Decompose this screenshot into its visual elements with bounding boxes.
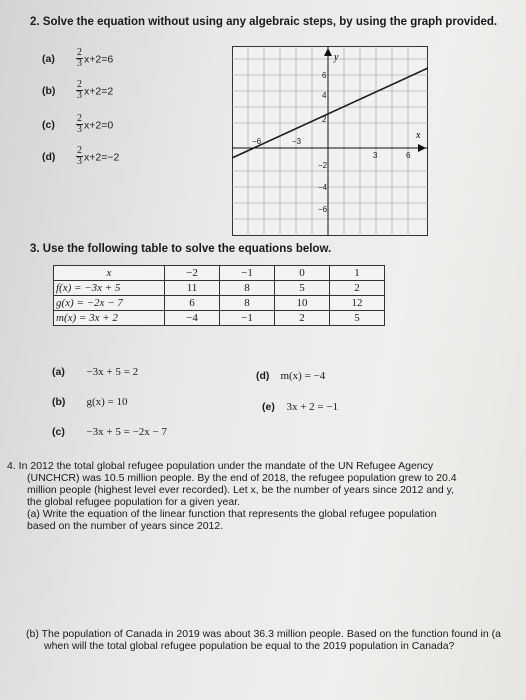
- q3-part-b: [52, 392, 127, 410]
- fraction: $\frac{2}{3}$: [77, 79, 82, 101]
- q2-part-c: [42, 114, 113, 135]
- q4-part-b: [26, 628, 501, 652]
- q3-part-b-label: (b): [52, 396, 66, 408]
- q4-part-b-line: (b) The population of Canada in 2019 was about 36.3 million people. Based on the function found in (a: [26, 628, 501, 640]
- table-cell: m(x) = 3x + 2: [54, 311, 165, 326]
- q4-paragraph: [7, 460, 457, 532]
- table-header-row: [54, 266, 385, 281]
- q3-part-d: [256, 366, 325, 384]
- q4-line: million people (highest level ever recorded). Let x, be the number of years since 2012 and y,: [27, 484, 455, 496]
- x-tick: −6: [252, 137, 262, 146]
- table-cell: 11: [165, 281, 220, 296]
- table-cell: 6: [165, 296, 220, 311]
- table-row: [54, 281, 385, 296]
- q4-part-a-line: (a) Write the equation of the linear function that represents the global refugee population: [27, 508, 437, 520]
- table-row: [54, 311, 385, 326]
- q3-part-a: [52, 362, 138, 380]
- y-tick: −6: [318, 205, 328, 214]
- table-header-cell: −1: [220, 266, 275, 281]
- table-cell: 12: [330, 296, 385, 311]
- q2-part-d: [42, 146, 119, 167]
- q3-title: 3. Use the following table to solve the equations below.: [30, 243, 332, 255]
- table-header-cell: 0: [275, 266, 330, 281]
- q4-line: 4. In 2012 the total global refugee population under the mandate of the UN Refugee Agency: [7, 460, 434, 472]
- q2-title: 2. Solve the equation without using any algebraic steps, by using the graph provided.: [30, 16, 498, 28]
- table-row: [54, 296, 385, 311]
- table-header-cell: −2: [165, 266, 220, 281]
- q3-part-a-label: (a): [52, 366, 65, 378]
- y-tick: −4: [318, 183, 328, 192]
- y-tick: −2: [318, 161, 328, 170]
- q3-part-c: [52, 422, 167, 440]
- q3-part-c-text: −3x + 5 = −2x − 7: [86, 426, 167, 438]
- x-tick: −3: [292, 137, 302, 146]
- y-tick: 4: [322, 91, 327, 100]
- q4-line: the global refugee population for a given year.: [27, 496, 241, 508]
- q2-graph: [232, 46, 428, 236]
- table-cell: −1: [220, 311, 275, 326]
- values-table: [53, 265, 385, 326]
- q3-part-e: [262, 397, 338, 415]
- table-cell: −4: [165, 311, 220, 326]
- table-cell: f(x) = −3x + 5: [54, 281, 165, 296]
- q4-line: (UNCHCR) was 10.5 million people. By the end of 2018, the refugee population grew to 20.4: [27, 472, 457, 484]
- q2-part-c-tail: x+2=0: [84, 119, 114, 132]
- q3-part-e-label: (e): [262, 401, 275, 413]
- q2-part-d-tail: x+2=−2: [84, 151, 120, 164]
- q3-part-a-text: −3x + 5 = 2: [86, 366, 139, 378]
- q4-part-a-line: based on the number of years since 2012.: [27, 520, 224, 532]
- table-cell: 8: [220, 281, 275, 296]
- x-tick: 6: [406, 151, 411, 160]
- q2-part-b-label: (b): [42, 84, 56, 97]
- q2-part-b-tail: x+2=2: [84, 85, 114, 98]
- q3-part-d-label: (d): [256, 370, 270, 382]
- fraction: $\frac{2}{3}$: [77, 47, 82, 69]
- q3-part-b-text: g(x) = 10: [86, 396, 128, 408]
- q2-part-a-tail: x+2=6: [84, 53, 114, 66]
- table-cell: 2: [330, 281, 385, 296]
- q2-part-d-label: (d): [42, 150, 56, 163]
- y-tick: 2: [322, 115, 327, 124]
- q4-part-b-line: when will the total global refugee population be equal to the 2019 population in Canada?: [44, 640, 455, 652]
- table-header-cell: 1: [330, 266, 385, 281]
- q2-part-b: [42, 80, 113, 101]
- table-header-cell: x: [54, 266, 165, 281]
- q3-part-c-label: (c): [52, 426, 65, 438]
- q2-part-a: [42, 48, 113, 69]
- y-tick: 6: [322, 71, 327, 80]
- fraction: $\frac{2}{3}$: [77, 145, 82, 167]
- x-tick: 3: [373, 151, 378, 160]
- table-cell: 5: [275, 281, 330, 296]
- fraction: $\frac{2}{3}$: [77, 113, 82, 135]
- x-axis-label: x: [416, 130, 421, 141]
- q2-part-c-label: (c): [42, 118, 55, 131]
- q3-part-d-text: m(x) = −4: [280, 370, 326, 382]
- q3-part-e-text: 3x + 2 = −1: [286, 401, 339, 413]
- table-cell: 5: [330, 311, 385, 326]
- table-cell: 2: [275, 311, 330, 326]
- y-axis-label: y: [334, 52, 339, 63]
- table-cell: 10: [275, 296, 330, 311]
- table-cell: g(x) = −2x − 7: [54, 296, 165, 311]
- q2-part-a-label: (a): [42, 52, 55, 65]
- table-cell: 8: [220, 296, 275, 311]
